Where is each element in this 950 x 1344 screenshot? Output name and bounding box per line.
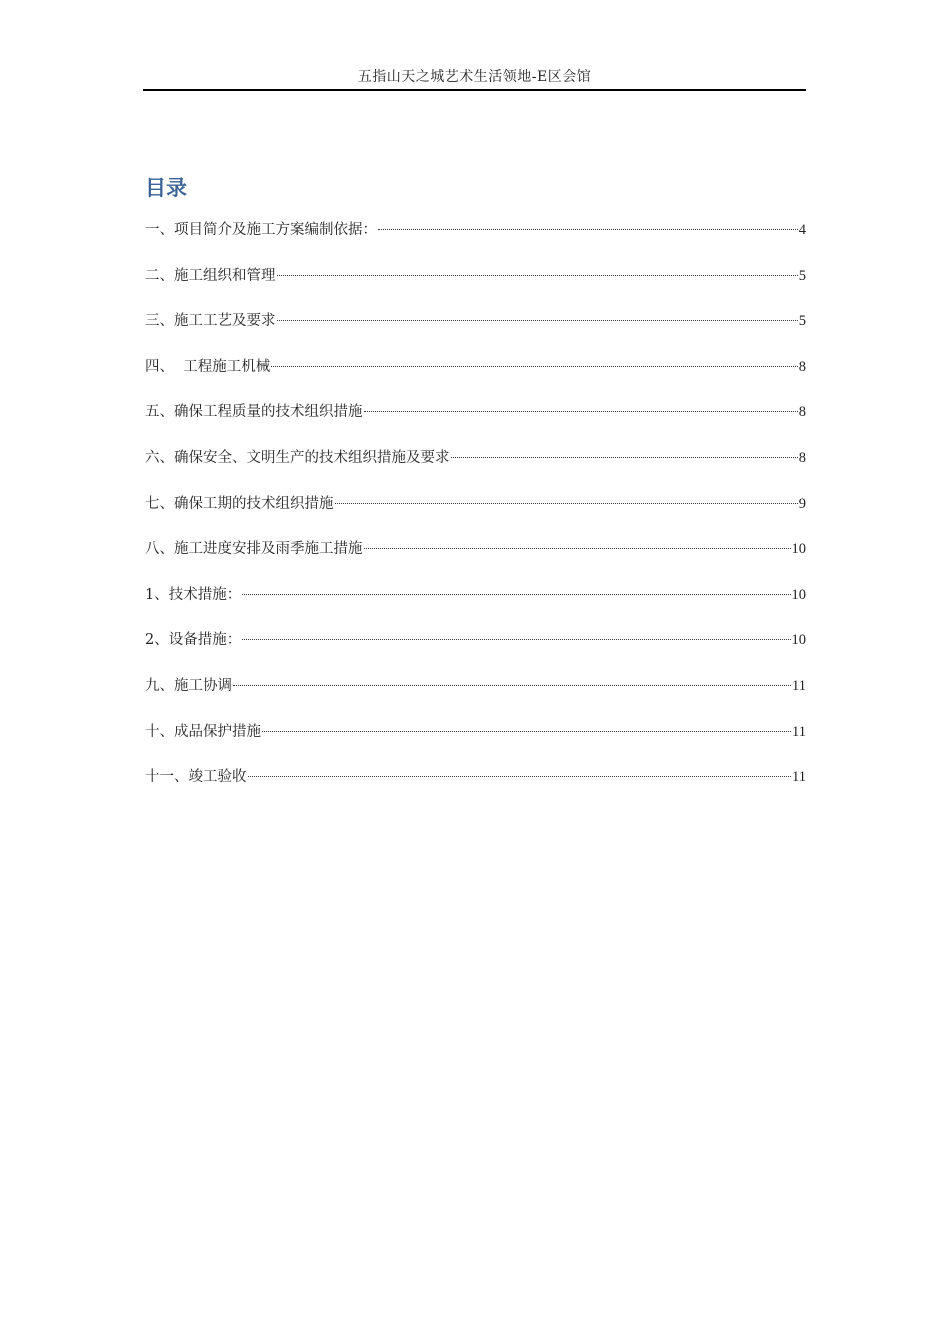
toc-entry-10[interactable] bbox=[145, 628, 806, 674]
toc-entry-text: 一、项目简介及施工方案编制依据： bbox=[145, 222, 377, 238]
dot-leader bbox=[335, 503, 798, 504]
toc-entry-page: 8 bbox=[798, 449, 806, 466]
toc-entry-7[interactable] bbox=[145, 492, 806, 538]
toc-entry-text: 十、成品保护措施 bbox=[145, 723, 261, 740]
toc-entry-1[interactable] bbox=[145, 218, 806, 264]
toc-entry-text: 2、设备措施： bbox=[145, 632, 242, 649]
toc-entry-page: 9 bbox=[798, 495, 806, 512]
toc-entry-page: 11 bbox=[792, 769, 806, 786]
table-of-contents bbox=[145, 218, 806, 811]
toc-entry-page: 8 bbox=[798, 404, 806, 421]
dot-leader bbox=[277, 320, 798, 321]
toc-entry-5[interactable] bbox=[145, 400, 806, 446]
toc-entry-text: 九、施工协调 bbox=[145, 677, 232, 694]
toc-entry-9[interactable] bbox=[145, 583, 806, 629]
toc-entry-page: 11 bbox=[792, 677, 806, 694]
toc-entry-page: 10 bbox=[791, 541, 806, 558]
toc-entry-text: 二、施工组织和管理 bbox=[145, 267, 276, 284]
dot-leader bbox=[248, 776, 792, 777]
toc-entry-page: 4 bbox=[798, 222, 806, 238]
toc-entry-13[interactable] bbox=[145, 765, 806, 811]
header-title: 五指山天之城艺术生活领地-E区会馆 bbox=[357, 69, 592, 85]
toc-entry-text: 八、施工进度安排及雨季施工措施 bbox=[145, 541, 363, 558]
dot-leader bbox=[242, 639, 790, 640]
toc-entry-text: 七、确保工期的技术组织措施 bbox=[145, 495, 334, 512]
toc-entry-12[interactable] bbox=[145, 720, 806, 766]
dot-leader bbox=[364, 548, 791, 549]
dot-leader bbox=[233, 685, 791, 686]
toc-entry-text: 三、施工工艺及要求 bbox=[145, 313, 276, 330]
toc-entry-page: 8 bbox=[798, 358, 806, 375]
toc-entry-11[interactable] bbox=[145, 674, 806, 720]
page-header bbox=[143, 66, 806, 91]
toc-entry-page: 5 bbox=[798, 267, 806, 284]
toc-entry-page: 11 bbox=[792, 723, 806, 740]
toc-entry-8[interactable] bbox=[145, 537, 806, 583]
toc-entry-text: 五、确保工程质量的技术组织措施 bbox=[145, 404, 363, 421]
dot-leader bbox=[364, 411, 798, 412]
toc-entry-text: 四、 工程施工机械 bbox=[145, 358, 271, 375]
toc-entry-2[interactable] bbox=[145, 264, 806, 310]
toc-entry-6[interactable] bbox=[145, 446, 806, 492]
dot-leader bbox=[451, 457, 798, 458]
dot-leader bbox=[277, 275, 798, 276]
toc-entry-page: 10 bbox=[791, 586, 806, 603]
toc-entry-3[interactable] bbox=[145, 309, 806, 355]
toc-entry-text: 十一、竣工验收 bbox=[145, 769, 247, 786]
toc-entry-text: 六、确保安全、文明生产的技术组织措施及要求 bbox=[145, 449, 450, 466]
toc-entry-text: 1、技术措施： bbox=[145, 586, 242, 603]
toc-entry-page: 5 bbox=[798, 313, 806, 330]
toc-heading: 目录 bbox=[145, 176, 187, 200]
dot-leader bbox=[378, 229, 798, 230]
toc-entry-4[interactable] bbox=[145, 355, 806, 401]
toc-entry-page: 10 bbox=[791, 632, 806, 649]
dot-leader bbox=[271, 366, 798, 367]
dot-leader bbox=[262, 731, 791, 732]
dot-leader bbox=[242, 594, 790, 595]
